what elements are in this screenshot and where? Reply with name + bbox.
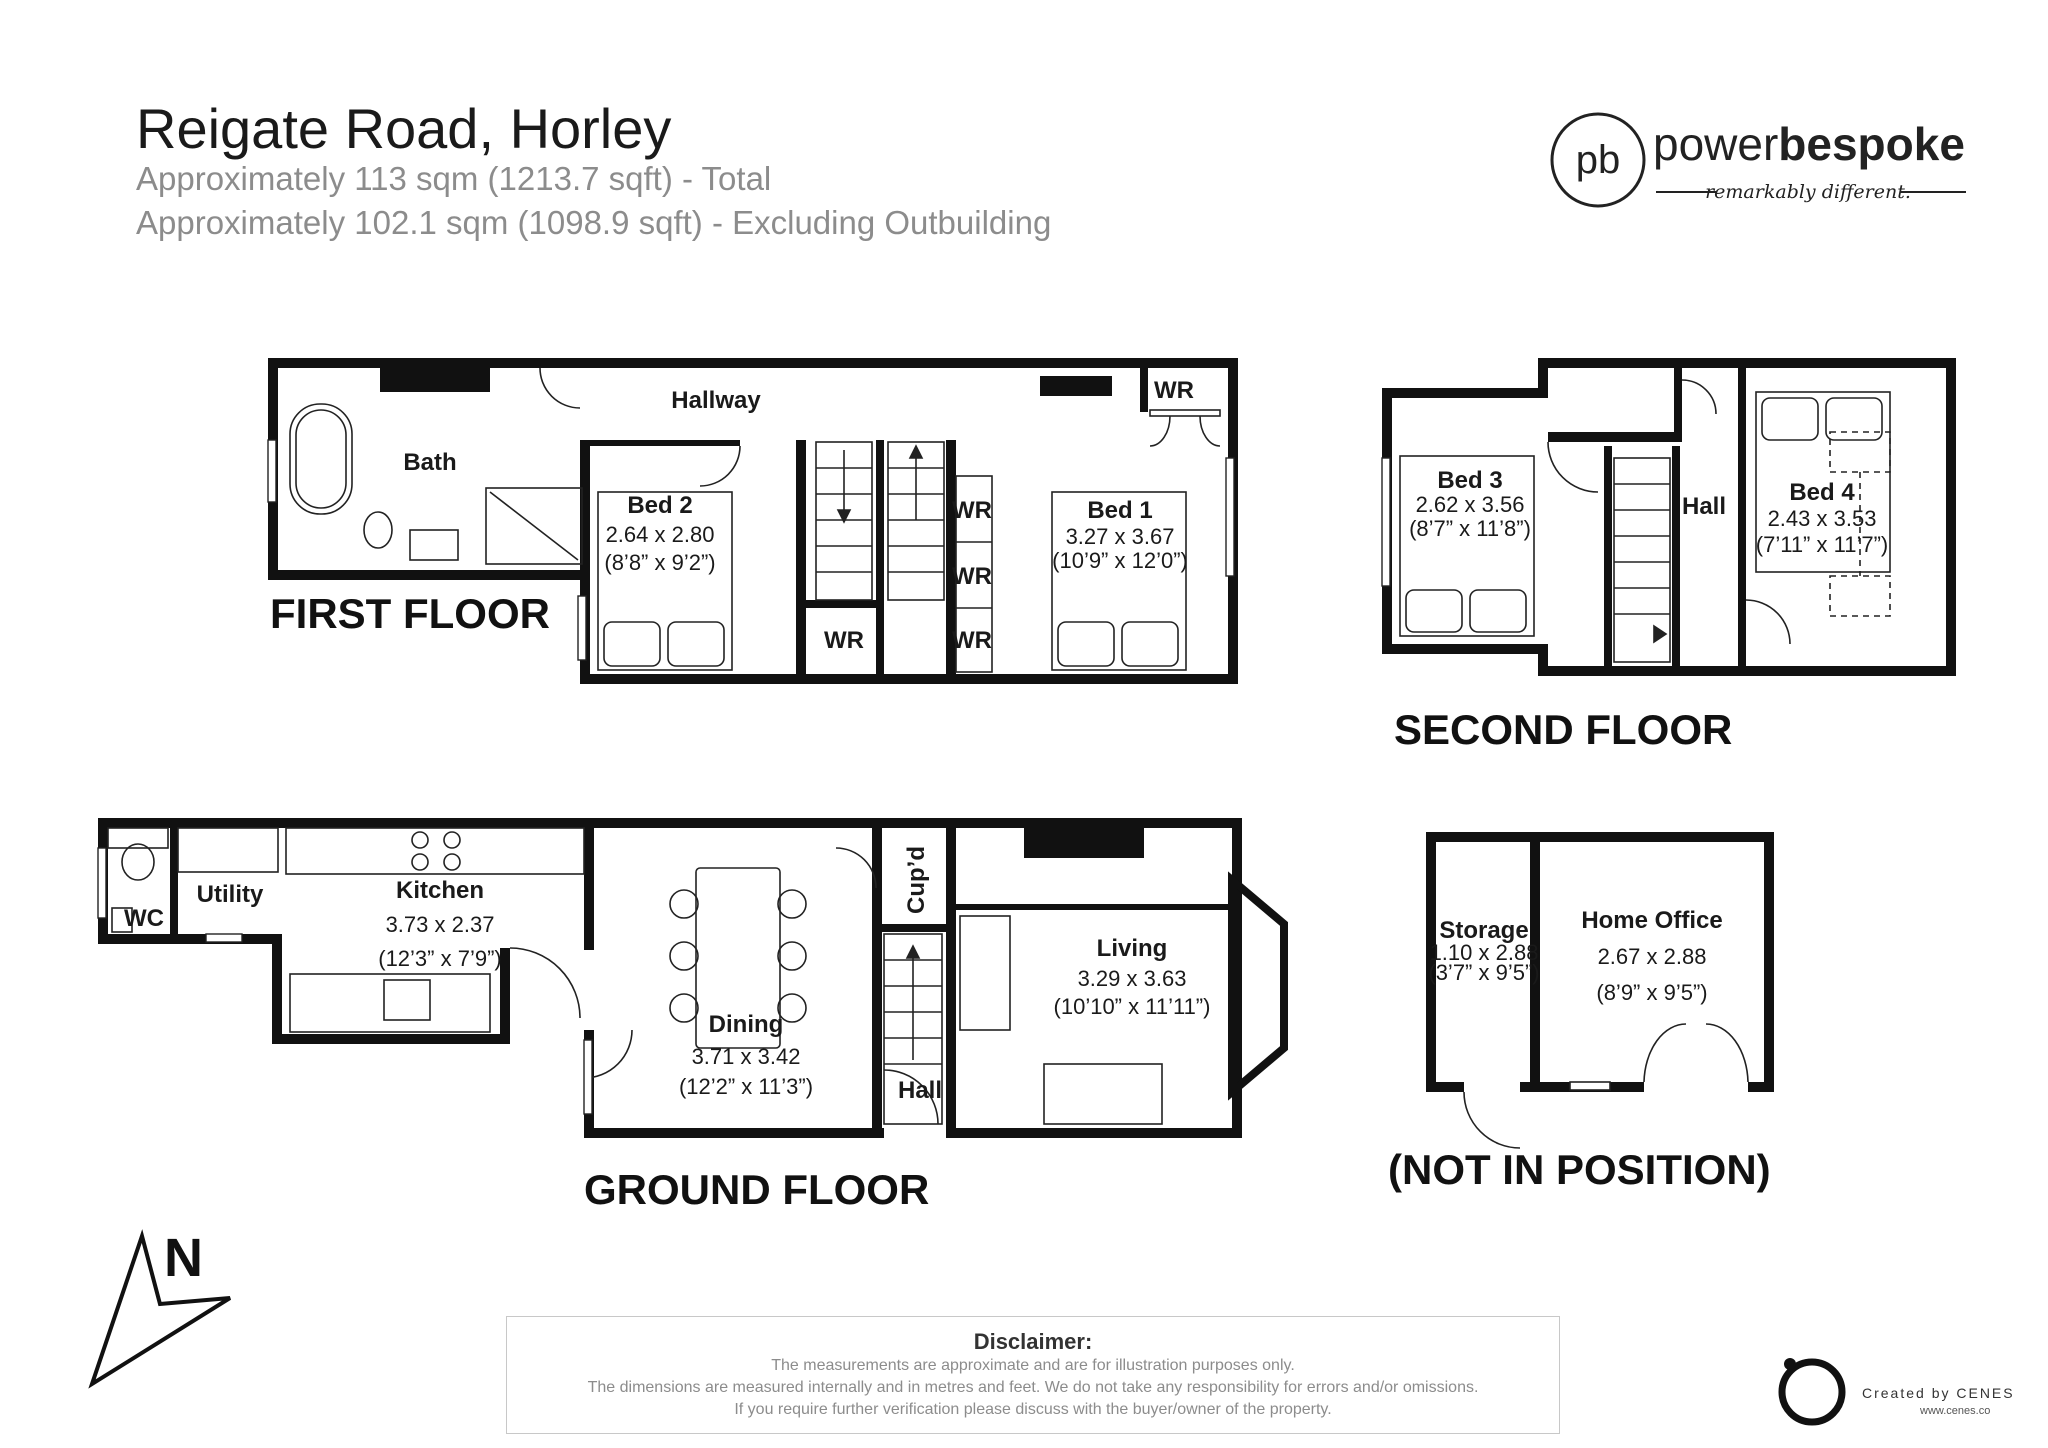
outbuilding-label: (NOT IN POSITION) bbox=[1388, 1146, 1771, 1193]
ground-floor-wall-kitchen-bottom bbox=[272, 1034, 510, 1044]
first-floor-bath-label: Bath bbox=[403, 449, 457, 476]
kitchen-metric: 3.73 x 2.37 bbox=[385, 912, 495, 937]
kitchen-imperial: (12’3” x 7’9”) bbox=[378, 946, 502, 971]
second-floor-wall-bottom-left bbox=[1382, 644, 1548, 654]
first-floor-wall-bottom bbox=[580, 674, 1238, 684]
second-floor-stairs bbox=[1614, 458, 1670, 662]
first-floor-wr-wall bbox=[1140, 368, 1148, 412]
bed3-imperial: (8’7” x 11’8”) bbox=[1409, 516, 1531, 541]
ground-floor-wall-kitchen-dining bbox=[584, 828, 594, 950]
bed2-label: Bed 2 bbox=[627, 492, 693, 519]
outbuilding-wall-top bbox=[1426, 832, 1774, 842]
second-floor-wall-hall-upper bbox=[1674, 368, 1682, 442]
ground-floor-wall-wc-bottom bbox=[98, 934, 282, 944]
second-floor-wall-step bbox=[1538, 358, 1548, 398]
second-floor-hall-label: Hall bbox=[1681, 493, 1727, 520]
living-imperial: (10’10” x 11’11”) bbox=[1053, 994, 1211, 1019]
cenes-dot-icon bbox=[1784, 1358, 1796, 1370]
first-floor-wr-label-4: WR bbox=[952, 627, 992, 654]
bed2-imperial: (8’8” x 9’2”) bbox=[604, 550, 716, 575]
ground-floor-cupd-bottom bbox=[882, 924, 948, 932]
second-floor-wall-top-left bbox=[1382, 388, 1548, 398]
wc-label: WC bbox=[124, 905, 164, 932]
ground-floor-fixtures bbox=[108, 828, 1162, 1124]
outbuilding-wall-bottom-right bbox=[1748, 1082, 1774, 1092]
first-floor-plan bbox=[268, 358, 1238, 684]
dining-metric: 3.71 x 3.42 bbox=[691, 1044, 801, 1069]
first-floor-wall-bed2-stairs bbox=[796, 440, 806, 674]
first-floor-wr-top bbox=[806, 600, 880, 608]
first-floor-window-bath bbox=[268, 440, 276, 502]
ground-floor-wall-hall-living bbox=[946, 828, 956, 1128]
first-floor-wr-label-3: WR bbox=[952, 563, 992, 590]
ground-floor-wall-kitchen-step bbox=[272, 934, 282, 1044]
bed1-metric: 3.27 x 3.67 bbox=[1065, 524, 1175, 549]
dining-imperial: (12’2” x 11’3”) bbox=[678, 1074, 814, 1099]
disclaimer-line-2: The dimensions are measured internally and in metres and feet. We do not take any responsibility for errors and/or omissions. bbox=[587, 1379, 1479, 1396]
ground-floor-plan bbox=[98, 818, 1284, 1213]
first-floor-wr-label-1: WR bbox=[1154, 377, 1194, 404]
second-floor-plan bbox=[1382, 358, 1956, 753]
ground-floor-window-dining bbox=[584, 1040, 592, 1114]
first-floor-stair-divider bbox=[876, 440, 884, 674]
cenes-ring-icon bbox=[1782, 1362, 1842, 1422]
cenes-credit-text: Created by CENES bbox=[1862, 1385, 2015, 1401]
ground-floor-label: GROUND FLOOR bbox=[584, 1166, 930, 1213]
storage-label: Storage bbox=[1439, 917, 1529, 944]
outbuilding-wall-right bbox=[1764, 832, 1774, 1092]
logo-monogram: pb bbox=[1575, 138, 1621, 182]
first-floor-wr-label-5: WR bbox=[824, 627, 864, 654]
first-floor-window-right bbox=[1226, 458, 1234, 576]
home-office-label: Home Office bbox=[1581, 907, 1723, 934]
ground-floor-living-top bbox=[956, 904, 1232, 910]
area-total: Approximately 113 sqm (1213.7 sqft) - Total bbox=[136, 160, 772, 197]
first-floor-wr-label-2: WR bbox=[952, 497, 992, 524]
cenes-logo bbox=[1770, 1350, 2040, 1430]
bed1-label: Bed 1 bbox=[1087, 497, 1153, 524]
ground-floor-window-utility bbox=[206, 934, 242, 942]
second-floor-wall-bed3-top bbox=[1548, 432, 1674, 442]
bed2-metric: 2.64 x 2.80 bbox=[605, 522, 715, 547]
first-floor-wall-top bbox=[268, 358, 1238, 368]
cupd-label: Cup’d bbox=[903, 846, 930, 914]
bed4-metric: 2.43 x 3.53 bbox=[1767, 506, 1877, 531]
ground-floor-wall-dining-bottom bbox=[584, 1128, 884, 1138]
ground-floor-wall-living-bottom bbox=[946, 1128, 1242, 1138]
second-floor-wall-bottom bbox=[1538, 666, 1956, 676]
ground-floor-wall-wc bbox=[170, 828, 178, 934]
compass-n-label: N bbox=[164, 1228, 203, 1288]
second-floor-wall-stair-right bbox=[1672, 446, 1680, 668]
second-floor-window bbox=[1382, 458, 1390, 586]
second-floor-wall-right bbox=[1946, 358, 1956, 676]
first-floor-hallway-label: Hallway bbox=[671, 387, 761, 414]
kitchen-label: Kitchen bbox=[395, 877, 485, 904]
living-metric: 3.29 x 3.63 bbox=[1077, 966, 1187, 991]
second-floor-label: SECOND FLOOR bbox=[1394, 706, 1733, 753]
bed1-imperial: (10’9” x 12’0”) bbox=[1052, 548, 1188, 573]
utility-label: Utility bbox=[196, 881, 264, 908]
living-label: Living bbox=[1096, 935, 1168, 962]
ground-floor-window-wc bbox=[98, 848, 106, 918]
bed3-metric: 2.62 x 3.56 bbox=[1415, 492, 1525, 517]
first-floor-wall-bed2-top bbox=[590, 440, 740, 446]
second-floor-wall-top bbox=[1538, 358, 1956, 368]
logo-tagline: remarkably different. bbox=[1705, 181, 1911, 203]
property-title: Reigate Road, Horley bbox=[136, 97, 672, 160]
disclaimer-box bbox=[506, 1316, 1560, 1434]
bed3-label: Bed 3 bbox=[1437, 467, 1503, 494]
second-floor-wall-stair-left bbox=[1604, 446, 1612, 668]
ground-floor-wall-top bbox=[98, 818, 1242, 828]
dining-label: Dining bbox=[708, 1011, 784, 1038]
disclaimer-line-3: If you require further verification please discuss with the buyer/owner of the property. bbox=[734, 1401, 1332, 1418]
first-floor-chimney-bath bbox=[380, 368, 490, 392]
north-compass-icon bbox=[92, 1228, 230, 1384]
home-office-metric: 2.67 x 2.88 bbox=[1597, 944, 1707, 969]
first-floor-wall-bath-bottom bbox=[268, 570, 590, 580]
outbuilding-doors bbox=[1464, 1024, 1748, 1148]
first-floor-label: FIRST FLOOR bbox=[270, 590, 550, 637]
ground-floor-hall-label: Hall bbox=[897, 1077, 943, 1104]
area-excluding-outbuilding: Approximately 102.1 sqm (1098.9 sqft) - Excluding Outbuilding bbox=[136, 204, 1052, 241]
storage-imperial: (3’7” x 9’5”) bbox=[1428, 960, 1540, 985]
second-floor-wall-bed4 bbox=[1738, 368, 1746, 666]
bed4-label: Bed 4 bbox=[1789, 479, 1855, 506]
home-office-imperial: (8’9” x 9’5”) bbox=[1596, 980, 1708, 1005]
outbuilding-wall-bottom-left bbox=[1426, 1082, 1464, 1092]
bed4-imperial: (7’11” x 11’7”) bbox=[1755, 532, 1889, 557]
logo-wordmark-light: power bbox=[1653, 118, 1779, 170]
outbuilding-plan bbox=[1388, 832, 1774, 1193]
logo-wordmark-bold: bespoke bbox=[1778, 118, 1965, 170]
disclaimer-title: Disclaimer: bbox=[973, 1329, 1093, 1354]
ground-floor-chimney bbox=[1024, 828, 1144, 858]
first-floor-window-bed2 bbox=[578, 596, 586, 660]
cenes-url: www.cenes.co bbox=[1920, 1405, 1991, 1417]
disclaimer-line-1: The measurements are approximate and are for illustration purposes only. bbox=[771, 1357, 1295, 1374]
storage-metric: 1.10 x 2.88 bbox=[1429, 940, 1539, 965]
first-floor-chimney-bed1 bbox=[1040, 376, 1112, 396]
